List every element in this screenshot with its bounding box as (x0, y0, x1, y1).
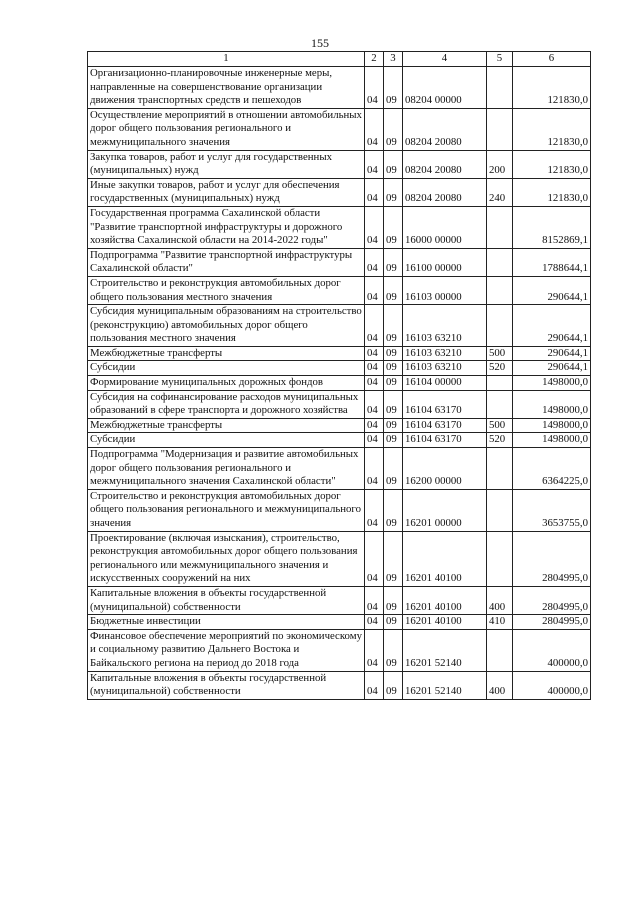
table-row (88, 531, 591, 586)
row-name-cell: Межбюджетные трансферты (88, 346, 365, 361)
row-name-cell: Государственная программа Сахалинской области "Развитие транспортной инфраструктуры и дорожного хозяйства Сахалинской области на 2014-2022 годы" (88, 206, 365, 248)
target-article-cell: 08204 20080 (403, 150, 487, 178)
row-name-cell: Строительство и реконструкция автомобильных дорог общего пользования регионального и межмуниципального значения (88, 489, 365, 531)
amount-cell: 1498000,0 (513, 418, 591, 433)
table-row (88, 586, 591, 614)
expense-type-cell (487, 305, 513, 347)
section-code-cell: 04 (365, 150, 384, 178)
table-row (88, 671, 591, 699)
table-row (88, 390, 591, 418)
subsection-code-cell: 09 (384, 108, 403, 150)
amount-cell: 121830,0 (513, 150, 591, 178)
row-name-cell: Проектирование (включая изыскания), строительство, реконструкция автомобильных дорог общего пользования регионального или межмуниципального значения и искусственных сооружений на них (88, 531, 365, 586)
subsection-code-cell: 09 (384, 376, 403, 391)
target-article-cell: 16201 00000 (403, 489, 487, 531)
section-code-cell: 04 (365, 489, 384, 531)
subsection-code-cell: 09 (384, 671, 403, 699)
section-code-cell: 04 (365, 629, 384, 671)
section-code-cell: 04 (365, 448, 384, 490)
section-code-cell: 04 (365, 108, 384, 150)
table-row (88, 206, 591, 248)
section-code-cell: 04 (365, 433, 384, 448)
table-row (88, 433, 591, 448)
target-article-cell: 16201 40100 (403, 615, 487, 630)
table-row (88, 305, 591, 347)
expense-type-cell: 520 (487, 361, 513, 376)
target-article-cell: 16104 00000 (403, 376, 487, 391)
section-code-cell: 04 (365, 376, 384, 391)
expense-type-cell: 400 (487, 586, 513, 614)
section-code-cell: 04 (365, 390, 384, 418)
section-code-cell: 04 (365, 276, 384, 304)
row-name-cell: Подпрограмма "Развитие транспортной инфраструктуры Сахалинской области" (88, 248, 365, 276)
section-code-cell: 04 (365, 531, 384, 586)
subsection-code-cell: 09 (384, 276, 403, 304)
target-article-cell: 16104 63170 (403, 418, 487, 433)
page-number: 155 (311, 36, 329, 50)
expense-type-cell (487, 376, 513, 391)
subsection-code-cell: 09 (384, 305, 403, 347)
subsection-code-cell: 09 (384, 531, 403, 586)
table-row (88, 150, 591, 178)
row-name-cell: Субсидия на софинансирование расходов муниципальных образований в сфере транспорта и дорожного хозяйства (88, 390, 365, 418)
amount-cell: 1788644,1 (513, 248, 591, 276)
section-code-cell: 04 (365, 178, 384, 206)
row-name-cell: Закупка товаров, работ и услуг для государственных (муниципальных) нужд (88, 150, 365, 178)
row-name-cell: Организационно-планировочные инженерные меры, направленные на совершенствование организации движения транспортных средств и пешеходов (88, 67, 365, 109)
column-header: 6 (513, 52, 591, 67)
target-article-cell: 08204 20080 (403, 108, 487, 150)
table-row (88, 178, 591, 206)
target-article-cell: 16201 52140 (403, 671, 487, 699)
subsection-code-cell: 09 (384, 361, 403, 376)
table-row (88, 615, 591, 630)
expense-type-cell: 240 (487, 178, 513, 206)
table-row (88, 361, 591, 376)
amount-cell: 121830,0 (513, 67, 591, 109)
row-name-cell: Подпрограмма "Модернизация и развитие автомобильных дорог общего пользования регионального и межмуниципального значения Сахалинской области" (88, 448, 365, 490)
expense-type-cell (487, 390, 513, 418)
section-code-cell: 04 (365, 586, 384, 614)
amount-cell: 1498000,0 (513, 390, 591, 418)
amount-cell: 290644,1 (513, 346, 591, 361)
table-row (88, 108, 591, 150)
section-code-cell: 04 (365, 615, 384, 630)
expense-type-cell (487, 489, 513, 531)
target-article-cell: 16103 00000 (403, 276, 487, 304)
amount-cell: 290644,1 (513, 276, 591, 304)
table-row (88, 418, 591, 433)
amount-cell: 1498000,0 (513, 433, 591, 448)
column-header: 1 (88, 52, 365, 67)
target-article-cell: 16103 63210 (403, 346, 487, 361)
amount-cell: 400000,0 (513, 629, 591, 671)
amount-cell: 290644,1 (513, 305, 591, 347)
section-code-cell: 04 (365, 206, 384, 248)
row-name-cell: Субсидии (88, 433, 365, 448)
amount-cell: 121830,0 (513, 178, 591, 206)
section-code-cell: 04 (365, 248, 384, 276)
table-row (88, 67, 591, 109)
subsection-code-cell: 09 (384, 346, 403, 361)
subsection-code-cell: 09 (384, 206, 403, 248)
expense-type-cell (487, 248, 513, 276)
subsection-code-cell: 09 (384, 150, 403, 178)
amount-cell: 2804995,0 (513, 615, 591, 630)
amount-cell: 6364225,0 (513, 448, 591, 490)
subsection-code-cell: 09 (384, 418, 403, 433)
row-name-cell: Финансовое обеспечение мероприятий по экономическому и социальному развитию Дальнего Востока и Байкальского региона на период до 2018 года (88, 629, 365, 671)
subsection-code-cell: 09 (384, 433, 403, 448)
section-code-cell: 04 (365, 67, 384, 109)
subsection-code-cell: 09 (384, 248, 403, 276)
expense-type-cell: 500 (487, 418, 513, 433)
column-header: 2 (365, 52, 384, 67)
row-name-cell: Капитальные вложения в объекты государственной (муниципальной) собственности (88, 586, 365, 614)
expense-type-cell: 200 (487, 150, 513, 178)
expense-type-cell: 520 (487, 433, 513, 448)
target-article-cell: 16103 63210 (403, 305, 487, 347)
target-article-cell: 16200 00000 (403, 448, 487, 490)
amount-cell: 1498000,0 (513, 376, 591, 391)
row-name-cell: Капитальные вложения в объекты государственной (муниципальной) собственности (88, 671, 365, 699)
table-row (88, 276, 591, 304)
expense-type-cell: 400 (487, 671, 513, 699)
expense-type-cell (487, 67, 513, 109)
expense-type-cell (487, 108, 513, 150)
amount-cell: 121830,0 (513, 108, 591, 150)
target-article-cell: 16201 40100 (403, 531, 487, 586)
row-name-cell: Иные закупки товаров, работ и услуг для обеспечения государственных (муниципальных) нужд (88, 178, 365, 206)
target-article-cell: 16104 63170 (403, 433, 487, 448)
target-article-cell: 16103 63210 (403, 361, 487, 376)
subsection-code-cell: 09 (384, 448, 403, 490)
target-article-cell: 16201 40100 (403, 586, 487, 614)
table-header-row (88, 52, 591, 67)
row-name-cell: Субсидия муниципальным образованиям на строительство (реконструкцию) автомобильных дорог общего пользования местного значения (88, 305, 365, 347)
row-name-cell: Субсидии (88, 361, 365, 376)
column-header: 3 (384, 52, 403, 67)
row-name-cell: Формирование муниципальных дорожных фондов (88, 376, 365, 391)
target-article-cell: 08204 20080 (403, 178, 487, 206)
table-row (88, 248, 591, 276)
table-row (88, 346, 591, 361)
section-code-cell: 04 (365, 418, 384, 433)
amount-cell: 290644,1 (513, 361, 591, 376)
section-code-cell: 04 (365, 346, 384, 361)
subsection-code-cell: 09 (384, 629, 403, 671)
expense-type-cell (487, 276, 513, 304)
row-name-cell: Бюджетные инвестиции (88, 615, 365, 630)
section-code-cell: 04 (365, 671, 384, 699)
target-article-cell: 16100 00000 (403, 248, 487, 276)
table-row (88, 629, 591, 671)
amount-cell: 400000,0 (513, 671, 591, 699)
expense-type-cell: 410 (487, 615, 513, 630)
amount-cell: 8152869,1 (513, 206, 591, 248)
expense-type-cell (487, 531, 513, 586)
target-article-cell: 08204 00000 (403, 67, 487, 109)
table-row (88, 489, 591, 531)
amount-cell: 3653755,0 (513, 489, 591, 531)
target-article-cell: 16104 63170 (403, 390, 487, 418)
section-code-cell: 04 (365, 361, 384, 376)
expense-type-cell (487, 206, 513, 248)
amount-cell: 2804995,0 (513, 586, 591, 614)
subsection-code-cell: 09 (384, 489, 403, 531)
column-header: 5 (487, 52, 513, 67)
target-article-cell: 16000 00000 (403, 206, 487, 248)
subsection-code-cell: 09 (384, 615, 403, 630)
row-name-cell: Строительство и реконструкция автомобильных дорог общего пользования местного значения (88, 276, 365, 304)
budget-table (87, 51, 591, 700)
subsection-code-cell: 09 (384, 586, 403, 614)
section-code-cell: 04 (365, 305, 384, 347)
target-article-cell: 16201 52140 (403, 629, 487, 671)
subsection-code-cell: 09 (384, 390, 403, 418)
subsection-code-cell: 09 (384, 178, 403, 206)
row-name-cell: Межбюджетные трансферты (88, 418, 365, 433)
expense-type-cell (487, 629, 513, 671)
expense-type-cell (487, 448, 513, 490)
table-row (88, 448, 591, 490)
table-row (88, 376, 591, 391)
column-header: 4 (403, 52, 487, 67)
amount-cell: 2804995,0 (513, 531, 591, 586)
row-name-cell: Осуществление мероприятий в отношении автомобильных дорог общего пользования регионального и межмуниципального значения (88, 108, 365, 150)
subsection-code-cell: 09 (384, 67, 403, 109)
expense-type-cell: 500 (487, 346, 513, 361)
